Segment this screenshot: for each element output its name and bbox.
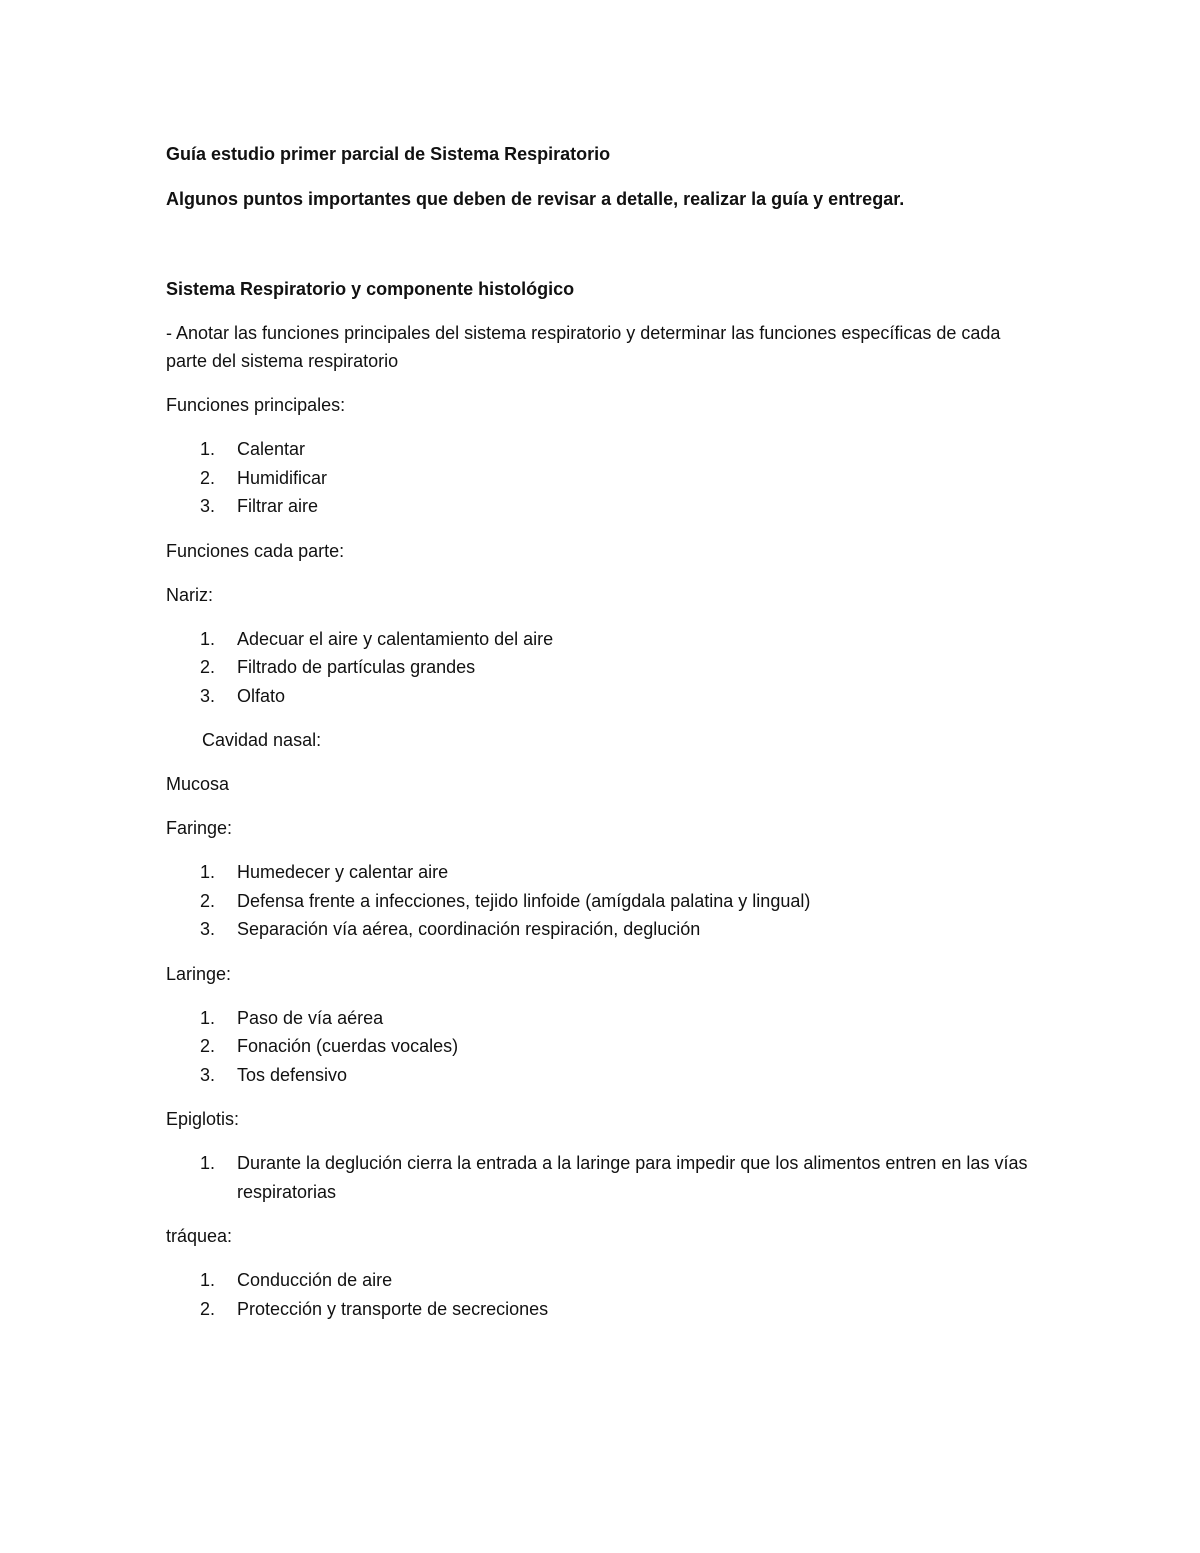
list-number: 1.: [200, 628, 216, 649]
list-item-text: Humedecer y calentar aire: [237, 862, 449, 882]
list-item-text: Conducción de aire: [237, 1270, 393, 1290]
list-item: [166, 625, 1046, 654]
list-item: [166, 1032, 1046, 1061]
list-item: [166, 464, 1046, 493]
list-item-text: Defensa frente a infecciones, tejido linfoide (amígdala palatina y lingual): [237, 890, 811, 911]
list-item-text: Humidificar: [237, 467, 328, 488]
laringe-label: Laringe:: [166, 963, 232, 984]
list-number: 2.: [200, 1036, 216, 1056]
faringe-label: Faringe:: [166, 818, 233, 838]
list-item: [166, 653, 1046, 682]
epiglotis-label: Epiglotis:: [166, 1109, 240, 1129]
traquea-label: tráquea:: [166, 1226, 233, 1246]
list-number: 1.: [200, 1007, 216, 1028]
list-number: 1.: [200, 1270, 216, 1290]
list-item-text: Filtrar aire: [237, 496, 319, 516]
funciones-cada-parte-label: Funciones cada parte:: [166, 540, 345, 561]
list-number: 2.: [200, 1298, 216, 1319]
list-item-text: Durante la deglución cierra la entrada a la laringe para impedir que los alimentos entren en las vías respiratorias: [237, 1153, 1028, 1202]
list-number: 1.: [200, 439, 216, 459]
list-item: [166, 1061, 1046, 1090]
list-item: [166, 492, 1046, 521]
nariz-list: [166, 625, 1046, 711]
document-body: [166, 140, 1046, 1339]
list-number: 1.: [200, 862, 216, 882]
list-number: 1.: [200, 1153, 216, 1173]
list-number: 3.: [200, 685, 216, 706]
instruction-paragraph: - Anotar las funciones principales del sistema respiratorio y determinar las funciones específicas de cada parte del sistema respiratorio: [166, 323, 1001, 371]
list-item-text: Olfato: [237, 685, 286, 706]
list-item: [166, 435, 1046, 464]
list-number: 3.: [200, 919, 216, 939]
list-item-text: Adecuar el aire y calentamiento del aire: [237, 628, 554, 649]
list-number: 2.: [200, 657, 216, 677]
cavidad-nasal-label: Cavidad nasal:: [202, 730, 322, 750]
document-title: Guía estudio primer parcial de Sistema Respiratorio: [166, 144, 611, 164]
funciones-principales-label: Funciones principales:: [166, 395, 346, 415]
list-item: [166, 682, 1046, 711]
list-item: [166, 1004, 1046, 1033]
list-number: 2.: [200, 890, 216, 911]
list-item: [166, 858, 1046, 887]
list-number: 3.: [200, 1064, 216, 1085]
list-number: 2.: [200, 467, 216, 488]
list-number: 3.: [200, 496, 216, 516]
list-item: [166, 1149, 1046, 1206]
funciones-principales-list: [166, 435, 1046, 521]
mucosa-label: Mucosa: [166, 774, 230, 794]
list-item-text: Separación vía aérea, coordinación respiración, deglución: [237, 919, 701, 939]
list-item-text: Protección y transporte de secreciones: [237, 1298, 549, 1319]
list-item-text: Paso de vía aérea: [237, 1007, 384, 1028]
list-item: [166, 915, 1046, 944]
list-item: [166, 1266, 1046, 1295]
list-item-text: Tos defensivo: [237, 1064, 348, 1085]
section-heading: Sistema Respiratorio y componente histológico: [166, 279, 575, 299]
laringe-list: [166, 1004, 1046, 1090]
list-item-text: Calentar: [237, 439, 306, 459]
list-item-text: Fonación (cuerdas vocales): [237, 1036, 459, 1056]
traquea-list: [166, 1266, 1046, 1323]
faringe-list: [166, 858, 1046, 944]
epiglotis-list: [166, 1149, 1046, 1206]
document-subtitle: Algunos puntos importantes que deben de revisar a detalle, realizar la guía y entregar.: [166, 189, 905, 209]
list-item-text: Filtrado de partículas grandes: [237, 657, 476, 677]
list-item: [166, 1295, 1046, 1324]
list-item: [166, 887, 1046, 916]
nariz-label: Nariz:: [166, 584, 214, 605]
